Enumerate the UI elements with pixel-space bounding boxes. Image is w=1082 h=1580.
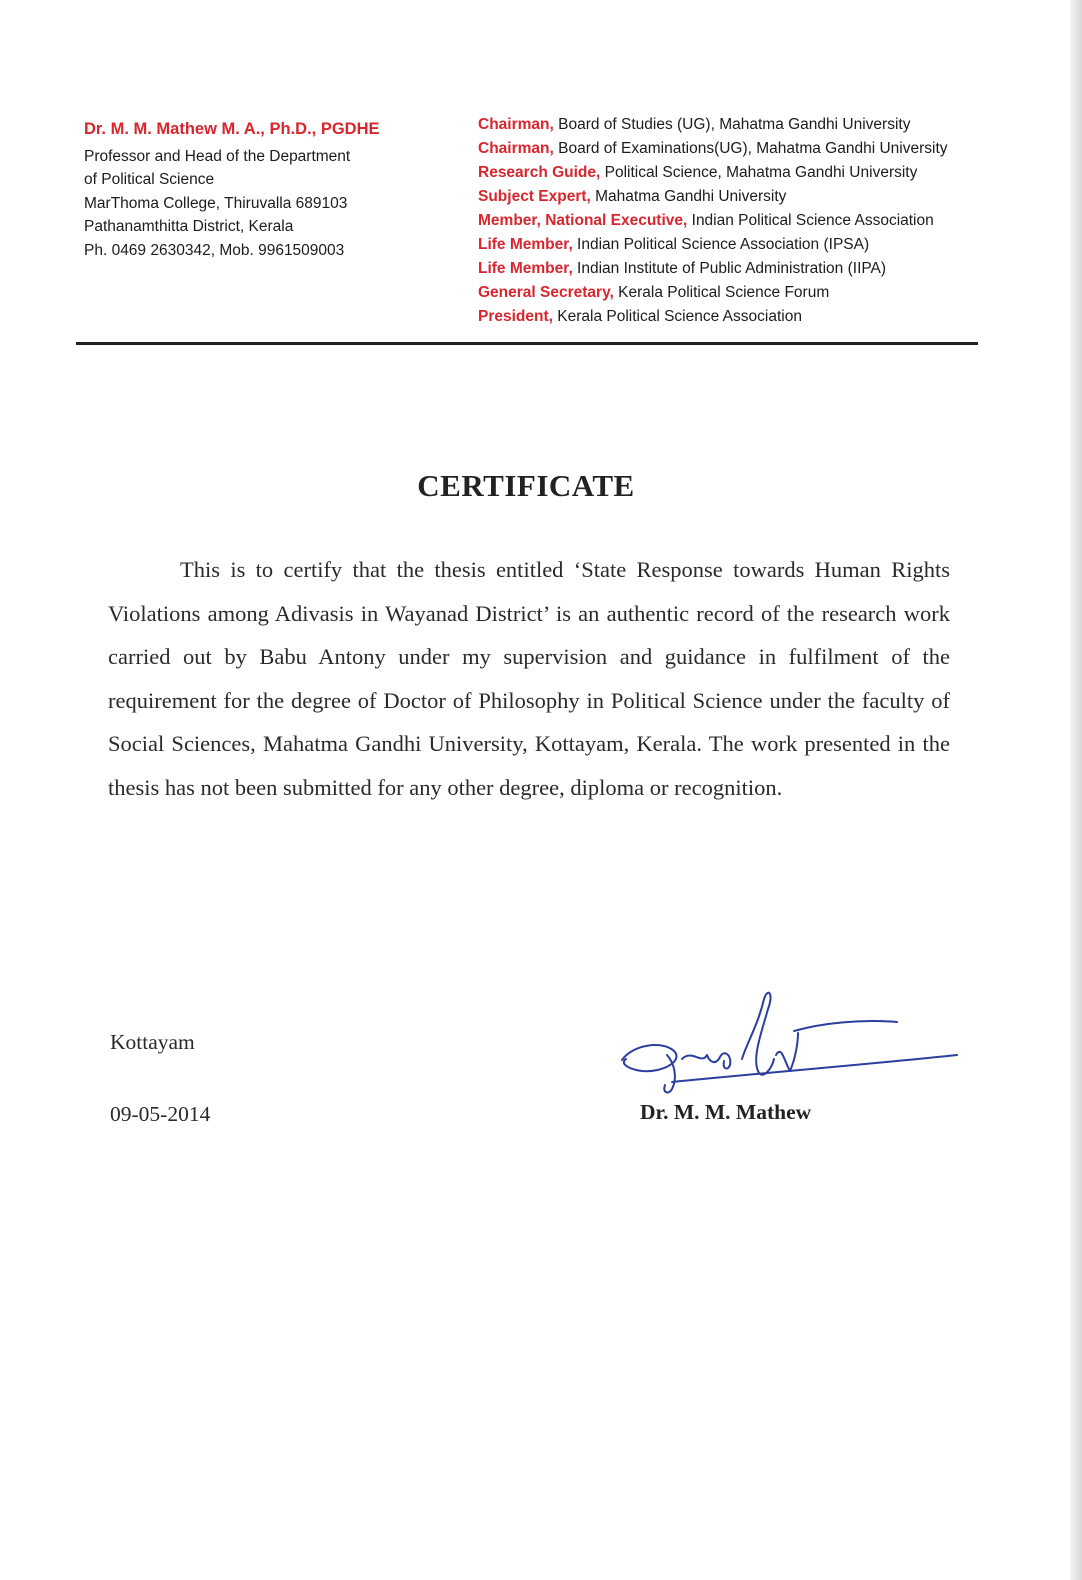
position-role: Member, National Executive, [478,212,688,229]
position-detail: Kerala Political Science Forum [613,284,830,301]
letterhead-name: Dr. M. M. Mathew M. A., Ph.D., PGDHE [84,120,380,138]
position-detail: Kerala Political Science Association [552,308,802,325]
address-line: Professor and Head of the Department [84,147,351,165]
position-detail: Board of Studies (UG), Mahatma Gandhi University [553,116,911,133]
position-role: Chairman, [478,116,554,133]
handwritten-signature [612,985,962,1110]
position-detail: Board of Examinations(UG), Mahatma Gandhi University [553,140,948,157]
signatory-name: Dr. M. M. Mathew [640,1100,812,1124]
position-line [478,185,978,209]
letterhead-contact [84,118,464,262]
position-line [478,305,978,329]
phone-line: Ph. 0469 2630342, Mob. 9961509003 [84,241,345,259]
position-detail: Indian Political Science Association (IPSA) [572,236,870,253]
address-line: MarThoma College, Thiruvalla 689103 [84,194,348,212]
position-role: General Secretary, [478,284,614,301]
position-detail: Indian Political Science Association [687,212,934,229]
position-role: Research Guide, [478,164,601,181]
position-detail: Political Science, Mahatma Gandhi University [600,164,918,181]
date: 09-05-2014 [110,1102,211,1126]
place: Kottayam [110,1030,195,1054]
position-line [478,257,978,281]
position-role: Life Member, [478,236,573,253]
position-role: Subject Expert, [478,188,591,205]
position-line [478,233,978,257]
letterhead-positions [478,113,978,329]
position-role: Life Member, [478,260,573,277]
position-role: Chairman, [478,140,554,157]
position-line [478,113,978,137]
address-line: of Political Science [84,171,215,188]
header-divider [76,342,978,345]
position-detail: Mahatma Gandhi University [590,188,787,205]
certificate-title: CERTIFICATE [417,468,635,503]
position-role: President, [478,308,553,325]
position-line [478,137,978,161]
position-detail: Indian Institute of Public Administration (IIPA) [572,260,887,277]
certificate-body: This is to certify that the thesis entitled ‘State Response towards Human Rights Violations among Adivasis in Wayanad District’ is an authentic record of the research work carried out by Babu Antony under my supervision and guidance in fulfilment of the requirement for the degree of Doctor of Philosophy in Political Science under the faculty of Social Sciences, Mahatma Gandhi University, Kottayam, Kerala. The work presented in the thesis has not been submitted for any other degree, diploma or recognition. [108,557,950,800]
position-line [478,209,978,233]
position-line [478,161,978,185]
position-line [478,281,978,305]
page-edge [1070,0,1082,1580]
address-line: Pathanamthitta District, Kerala [84,218,294,235]
